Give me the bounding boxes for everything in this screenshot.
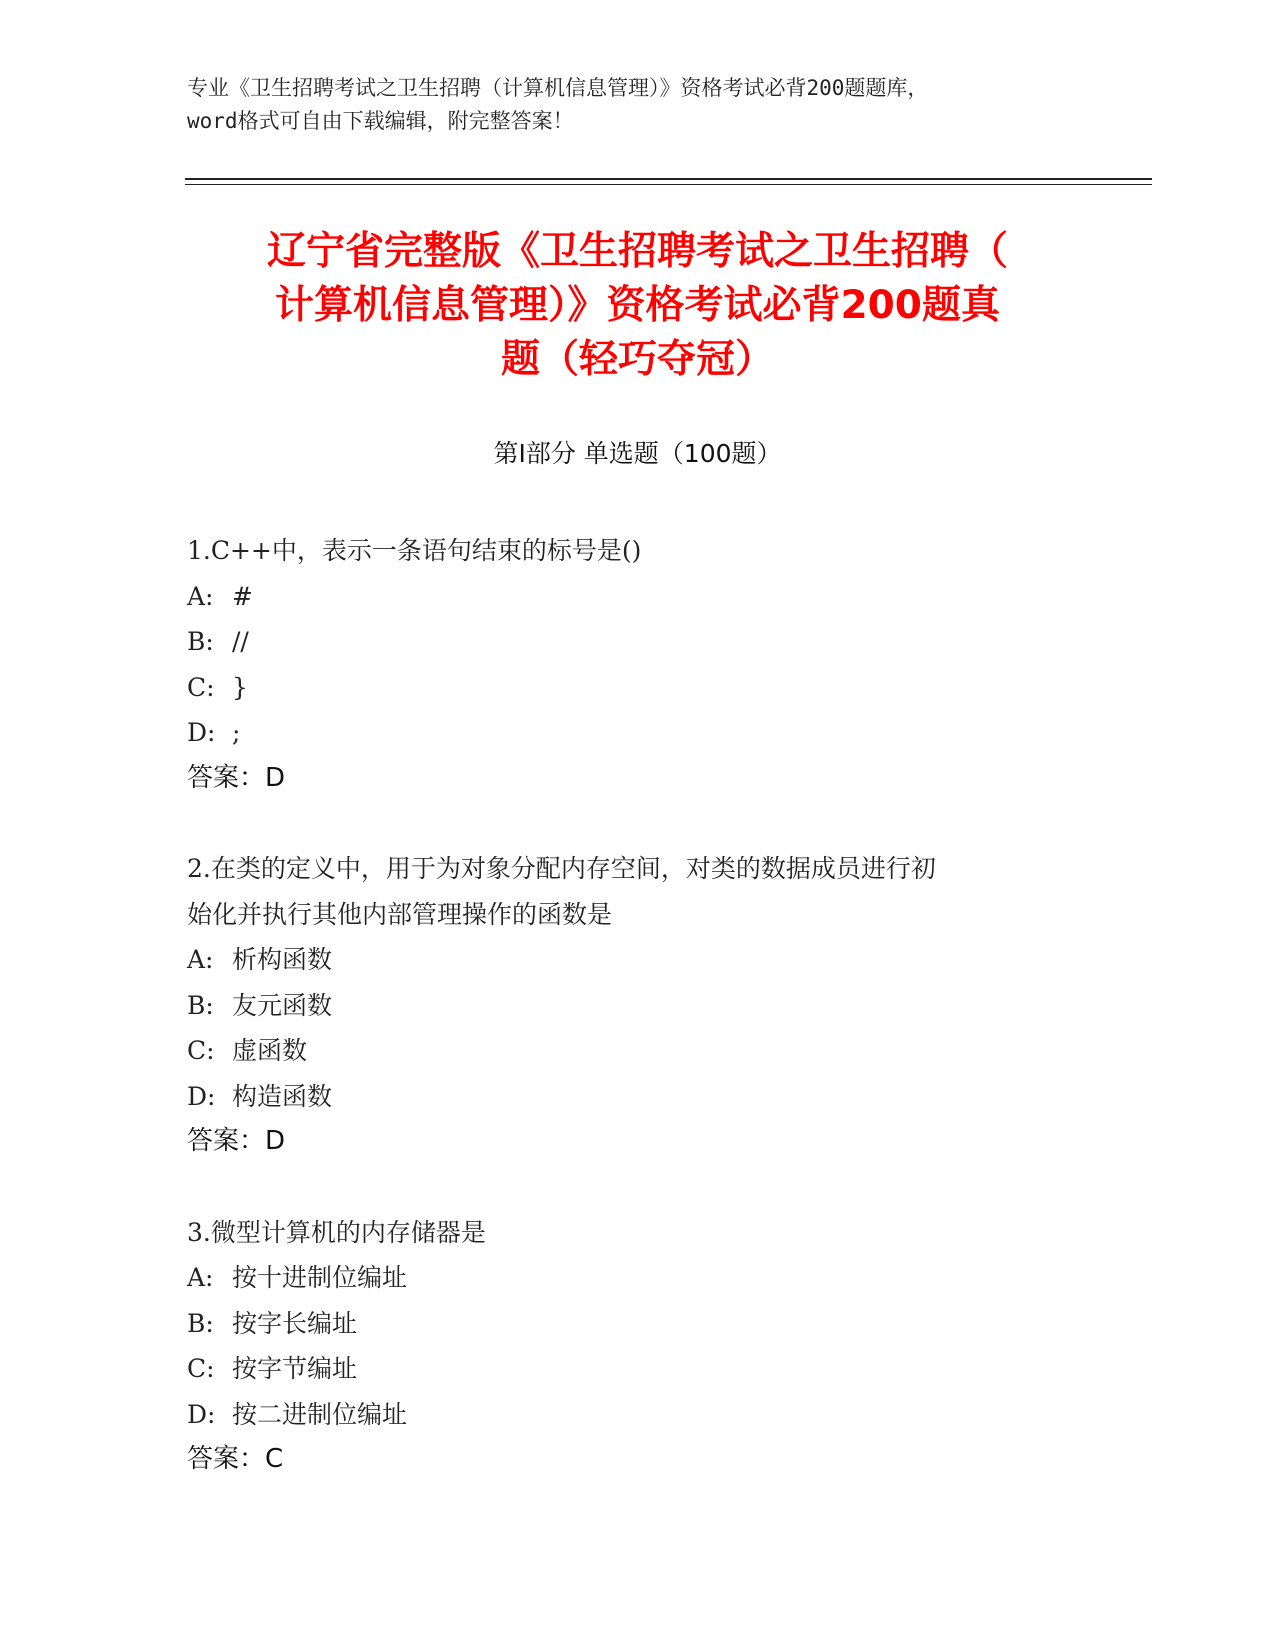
- option-text: 虚函数: [232, 1036, 308, 1065]
- question-stem: 2.在类的定义中，用于为对象分配内存空间，对类的数据成员进行初: [187, 854, 936, 883]
- option-key: B:: [187, 990, 214, 1020]
- option-key: C:: [187, 1036, 215, 1065]
- header-divider-thin: [185, 184, 1152, 185]
- answer-line: 答案：D: [187, 762, 286, 793]
- option-text: 按十进制位编址: [232, 1263, 408, 1292]
- question-stem: 3.微型计算机的内存储器是: [187, 1217, 486, 1247]
- header-divider: [185, 178, 1152, 180]
- option-text: 构造函数: [232, 1081, 333, 1111]
- option-b: [187, 1301, 1067, 1347]
- option-text: 按二进制位编址: [232, 1399, 408, 1429]
- answer-line: 答案：D: [187, 1126, 286, 1156]
- option-c: [187, 1028, 1067, 1074]
- document-title-line: 题（轻巧夺冠）: [500, 337, 774, 382]
- question-stem: 1.C++中，表示一条语句结束的标号是(): [187, 536, 642, 565]
- option-text: }: [232, 672, 248, 702]
- header-note-line: word格式可自由下载编辑，附完整答案！: [187, 109, 574, 133]
- document-title-line: 计算机信息管理）》资格考试必背200题真: [275, 283, 1000, 328]
- header-note-line: 专业《卫生招聘考试之卫生招聘（计算机信息管理）》资格考试必背200题题库，: [187, 76, 929, 100]
- option-key: C:: [187, 1354, 215, 1383]
- question-item: [187, 846, 1067, 1165]
- document-title: [185, 225, 1090, 387]
- option-key: B:: [187, 1308, 214, 1338]
- question-stem-continued: 始化并执行其他内部管理操作的函数是: [187, 899, 613, 929]
- option-text: 按字节编址: [232, 1354, 358, 1383]
- option-b: [187, 983, 1067, 1029]
- option-key: A:: [187, 581, 214, 611]
- option-c: [187, 1346, 1067, 1392]
- answer-line: 答案：C: [187, 1444, 284, 1474]
- option-key: D:: [187, 1081, 216, 1111]
- option-key: D:: [187, 718, 216, 747]
- document-title-line: 辽宁省完整版《卫生招聘考试之卫生招聘（: [266, 229, 1008, 274]
- option-text: #: [232, 581, 253, 611]
- option-key: A:: [187, 945, 214, 974]
- question-list: [187, 528, 1067, 1528]
- option-text: 按字长编址: [232, 1308, 358, 1338]
- option-text: 友元函数: [232, 990, 333, 1020]
- question-item: [187, 1210, 1067, 1483]
- option-c: [187, 665, 1067, 711]
- option-key: C:: [187, 672, 215, 702]
- option-text: ;: [232, 718, 241, 747]
- option-text: //: [232, 627, 249, 656]
- option-key: B:: [187, 627, 214, 656]
- option-key: A:: [187, 1263, 214, 1292]
- option-d: [187, 710, 1067, 756]
- header-note: [187, 72, 1087, 138]
- option-key: D:: [187, 1399, 216, 1429]
- option-d: [187, 1074, 1067, 1120]
- option-a: [187, 1255, 1067, 1301]
- option-b: [187, 619, 1067, 665]
- option-a: [187, 574, 1067, 620]
- question-item: [187, 528, 1067, 801]
- option-a: [187, 937, 1067, 983]
- section-title: 第Ⅰ部分 单选题（100题）: [493, 439, 782, 468]
- option-text: 析构函数: [232, 945, 333, 974]
- option-d: [187, 1392, 1067, 1438]
